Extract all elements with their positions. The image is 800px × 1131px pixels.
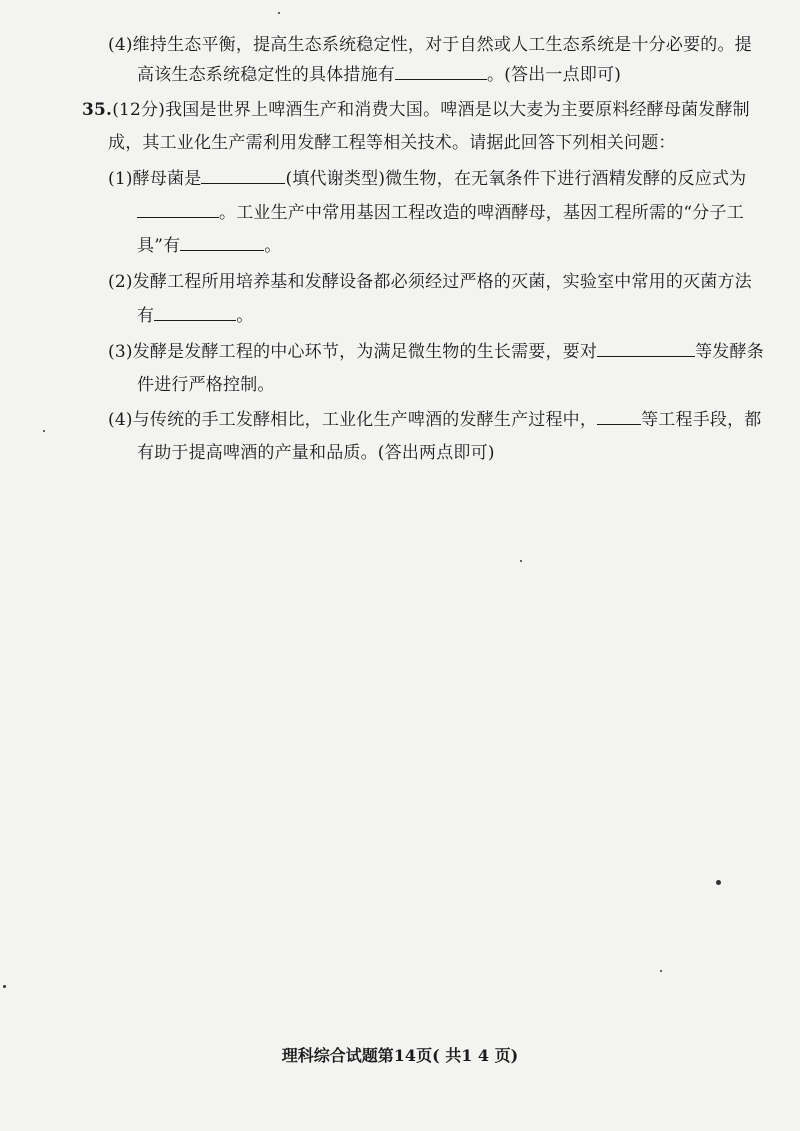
answer-blank[interactable] — [137, 202, 219, 218]
q35-part2-line1 — [108, 270, 752, 294]
answer-blank[interactable] — [395, 64, 487, 80]
q35-part3-line1 — [108, 340, 764, 364]
q35-part3-line2 — [137, 373, 275, 397]
q35-part4-line1 — [108, 408, 762, 432]
q35-intro-line2 — [108, 131, 676, 155]
q35-part2-text3: 。 — [236, 306, 254, 326]
q35-part2-text2: 有 — [137, 306, 155, 326]
q34-part4-text2: 高该生态系统稳定性的具体措施有 — [137, 65, 395, 85]
q35-part1-text1: (1)酵母菌是 — [108, 169, 202, 189]
question-number: 35. — [82, 100, 113, 120]
q35-part3-text2: 等发酵条 — [695, 342, 764, 362]
q35-part1-text4: 具”有 — [137, 236, 181, 256]
answer-blank[interactable] — [597, 341, 695, 357]
q35-part2-text1: (2)发酵工程所用培养基和发酵设备都必须经过严格的灭菌，实验室中常用的灭菌方法 — [108, 272, 752, 292]
scan-speck — [278, 12, 280, 14]
answer-blank[interactable] — [201, 168, 285, 184]
q35-part3-text3: 件进行严格控制。 — [137, 375, 275, 395]
q35-part4-text3: 有助于提高啤酒的产量和品质。(答出两点即可) — [137, 443, 495, 463]
q34-part4-line2 — [137, 63, 621, 87]
q35-part1-text3: 。工业生产中常用基因工程改造的啤酒酵母，基因工程所需的“分子工 — [219, 203, 744, 223]
q35-part4-text1: (4)与传统的手工发酵相比，工业化生产啤酒的发酵生产过程中， — [108, 410, 598, 430]
scan-speck — [3, 985, 6, 988]
q35-part1-text2: (填代谢类型)微生物，在无氧条件下进行酒精发酵的反应式为 — [285, 169, 747, 189]
q35-part1-line1 — [108, 167, 746, 191]
q35-part2-line2 — [137, 304, 253, 328]
q35-intro-text1: (12分)我国是世界上啤酒生产和消费大国。啤酒是以大麦为主要原料经酵母菌发酵制 — [112, 100, 750, 120]
answer-blank[interactable] — [180, 235, 264, 251]
answer-blank[interactable] — [597, 409, 641, 425]
q35-intro-line1 — [82, 98, 750, 122]
q35-part4-text2: 等工程手段，都 — [641, 410, 762, 430]
scan-speck — [520, 560, 522, 562]
q35-part3-text1: (3)发酵是发酵工程的中心环节，为满足微生物的生长需要，要对 — [108, 342, 598, 362]
scan-speck — [660, 970, 662, 972]
q35-part4-line2 — [137, 441, 495, 465]
q35-intro-text2: 成，其工业化生产需利用发酵工程等相关技术。请据此回答下列相关问题： — [108, 133, 676, 153]
q35-part1-text5: 。 — [264, 236, 282, 256]
q34-part4-line1 — [108, 33, 752, 57]
answer-blank[interactable] — [154, 305, 236, 321]
q34-part4-text1: (4)维持生态平衡，提高生态系统稳定性，对于自然或人工生态系统是十分必要的。提 — [108, 35, 752, 55]
q35-part1-line3 — [137, 234, 282, 258]
q34-part4-text3: 。(答出一点即可) — [487, 65, 622, 85]
scan-speck — [43, 430, 45, 432]
page-footer: 理科综合试题第14页( 共1 4 页) — [281, 1046, 519, 1065]
q35-part1-line2 — [137, 201, 744, 225]
scan-speck — [716, 880, 721, 885]
